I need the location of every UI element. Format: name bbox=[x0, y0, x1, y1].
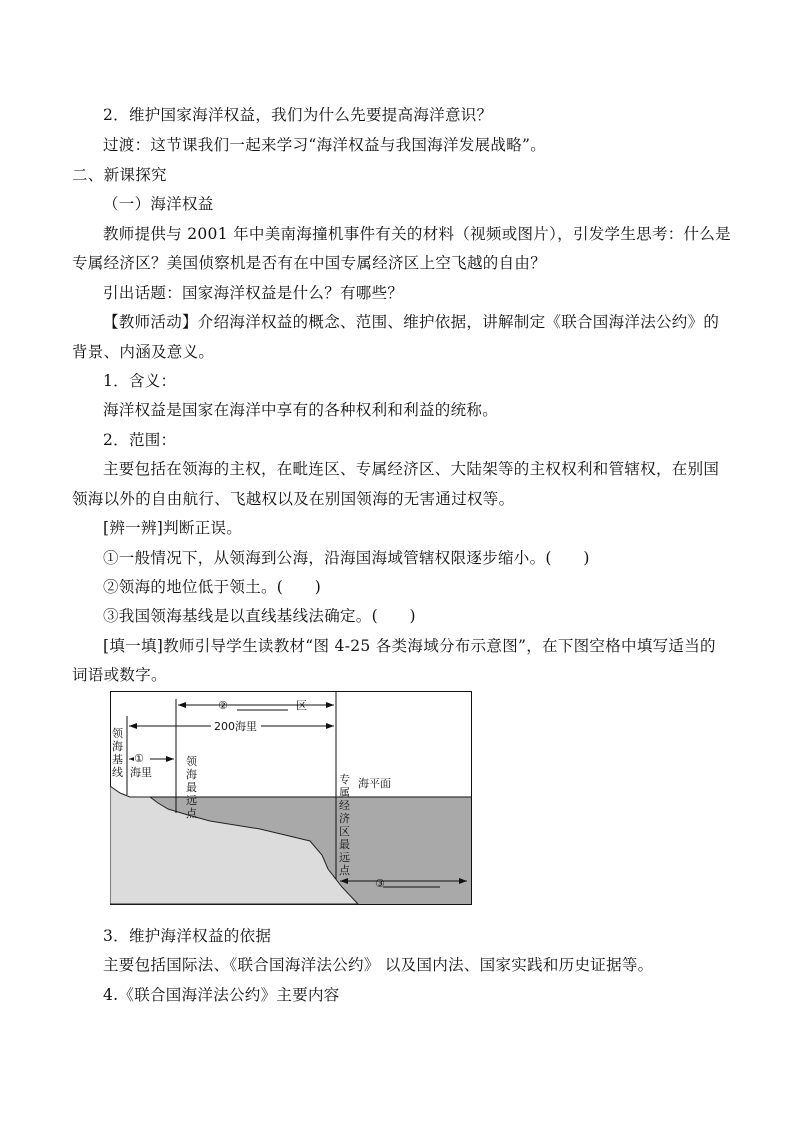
text-line: 过渡：这节课我们一起来学习“海洋权益与我国海洋发展战略”。 bbox=[103, 136, 547, 154]
sea-level-label: 海平面 bbox=[358, 777, 391, 790]
subsection-heading: （一）海洋权益 bbox=[103, 195, 214, 213]
blank1-unit: 海里 bbox=[130, 766, 152, 779]
blank2-suffix: 区 bbox=[296, 699, 307, 712]
text-line: [辨一辨]判断正误。 bbox=[103, 519, 243, 537]
baseline-label-text: 领海基线 bbox=[112, 727, 123, 779]
distance-200-label: 200海里 bbox=[214, 720, 257, 733]
text-line: 3．维护海洋权益的依据 bbox=[103, 927, 272, 945]
blank3-number: ③ bbox=[375, 877, 385, 890]
text-line: 教师提供与 2001 年中美南海撞机事件有关的材料（视频或图片），引发学生思考：什么是 bbox=[103, 225, 731, 243]
eez-edge-label bbox=[339, 772, 351, 877]
eez-edge-label-text: 专属经济区最远点 bbox=[339, 773, 350, 877]
baseline-label bbox=[112, 726, 124, 779]
sea-zones-svg bbox=[110, 691, 472, 905]
text-line: [填一填]教师引导学生读教材“图 4-25 各类海域分布示意图”，在下图空格中填写适当的 bbox=[103, 637, 716, 655]
text-line: ②领海的地位低于领土。( ) bbox=[103, 578, 322, 596]
territorial-edge-label-text: 领海最远点 bbox=[186, 755, 197, 820]
text-line: 海洋权益是国家在海洋中享有的各种权利和利益的统称。 bbox=[103, 401, 499, 419]
text-line: 领海以外的自由航行、飞越权以及在别国领海的无害通过权等。 bbox=[72, 490, 515, 508]
text-line: 引出话题：国家海洋权益是什么？有哪些？ bbox=[103, 284, 404, 302]
text-line: 背景、内涵及意义。 bbox=[72, 343, 215, 361]
text-line: 主要包括在领海的主权，在毗连区、专属经济区、大陆架等的主权权利和管辖权，在别国 bbox=[103, 460, 720, 478]
text-line: 2．范围： bbox=[103, 431, 177, 449]
territorial-edge-label bbox=[186, 754, 198, 820]
text-line: 词语或数字。 bbox=[72, 666, 167, 684]
text-line: 4.《联合国海洋法公约》主要内容 bbox=[103, 986, 340, 1004]
section-heading: 二、新课探究 bbox=[72, 166, 167, 184]
blank2-number: ② bbox=[218, 699, 228, 712]
text-line: 【教师活动】介绍海洋权益的概念、范围、维护依据，讲解制定《联合国海洋法公约》的 bbox=[103, 313, 720, 331]
blank1-number: ① bbox=[134, 752, 144, 765]
text-line: 主要包括国际法、《联合国海洋法公约》 以及国内法、国家实践和历史证据等。 bbox=[103, 956, 654, 974]
text-line: 2．维护国家海洋权益，我们为什么先要提高海洋意识？ bbox=[103, 106, 493, 124]
text-line: 1．含义： bbox=[103, 372, 177, 390]
text-line: 专属经济区？美国侦察机是否有在中国专属经济区上空飞越的自由？ bbox=[72, 254, 547, 272]
sea-zones-diagram bbox=[110, 691, 472, 905]
text-line: ①一般情况下，从领海到公海，沿海国海域管辖权限逐步缩小。( ) bbox=[103, 549, 590, 567]
text-line: ③我国领海基线是以直线基线法确定。( ) bbox=[103, 607, 416, 625]
